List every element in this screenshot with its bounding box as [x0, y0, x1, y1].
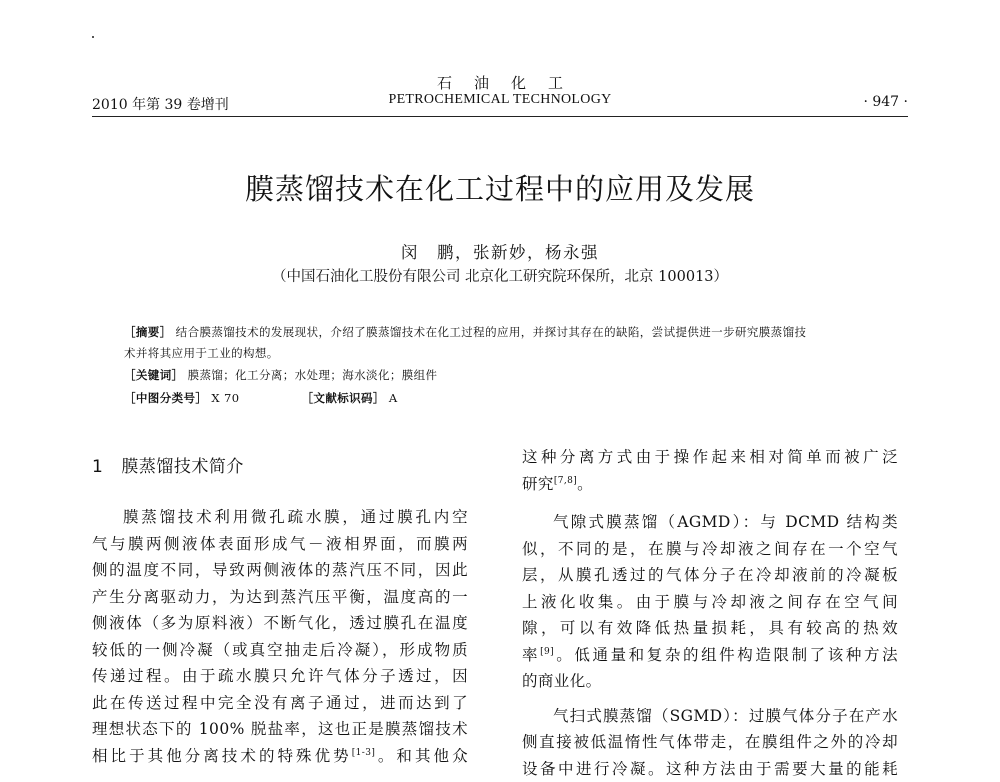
- clc-value: X 70: [211, 391, 239, 405]
- journal-name-en: PETROCHEMICAL TECHNOLOGY: [0, 92, 1000, 108]
- article-title: 膜蒸馏技术在化工过程中的应用及发展: [0, 167, 1000, 208]
- body-line: 侧直接被低温惰性气体带走，在膜组件之外的冷却: [522, 729, 898, 756]
- section-number: 1: [92, 457, 103, 477]
- body-line: 较低的一侧冷凝（或真空抽走后冷凝），形成物质: [92, 637, 468, 664]
- keywords-label: ［关键词］: [124, 368, 184, 382]
- abstract-line: [124, 345, 279, 361]
- paragraph-gap: [522, 497, 898, 509]
- body-text: 。和其他众: [375, 747, 468, 765]
- body-line: 隙，可以有效降低热量损耗，具有较高的热效: [522, 615, 898, 642]
- body-line: 侧液体（多为原料液）不断气化，透过膜孔在温度: [92, 610, 468, 637]
- body-line: 气与膜两侧液体表面形成气－液相界面，而膜两: [92, 531, 468, 558]
- body-line-with-citation: [92, 743, 468, 770]
- scan-speck: [92, 36, 94, 38]
- body-line: 上液化收集。由于膜与冷却液之间存在空气间: [522, 589, 898, 616]
- header-rule: [92, 116, 908, 117]
- left-column: [92, 452, 468, 769]
- section-heading: [92, 452, 468, 482]
- body-line: 层，从膜孔透过的气体分子在冷却液前的冷凝板: [522, 562, 898, 589]
- keywords-line: [124, 367, 437, 383]
- body-line-with-citation: [522, 471, 898, 498]
- right-column: [522, 444, 898, 782]
- clc-label: ［中图分类号］: [124, 391, 207, 405]
- body-text: 率: [522, 646, 540, 664]
- body-line: 气隙式膜蒸馏（AGMD）：与 DCMD 结构类: [522, 509, 898, 536]
- journal-name-cn: 石油化工: [0, 72, 1000, 93]
- author-affiliation: （中国石油化工股份有限公司 北京化工研究院环保所，北京 100013）: [0, 265, 1000, 286]
- citation: [7,8]: [554, 475, 577, 485]
- author-list: 闵 鹏，张新妙，杨永强: [0, 239, 1000, 263]
- body-line: 似，不同的是，在膜与冷却液之间存在一个空气: [522, 536, 898, 563]
- body-line: 设备中进行冷凝。这种方法由于需要大量的能耗: [522, 756, 898, 782]
- body-text: 研究: [522, 475, 554, 493]
- citation: [1-3]: [352, 747, 376, 757]
- body-line: 侧的温度不同，导致两侧液体的蒸汽压不同，因此: [92, 557, 468, 584]
- abstract-text: 结合膜蒸馏技术的发展现状，介绍了膜蒸馏技术在化工过程的应用，并探讨其存在的缺陷，尝试提供进一步研究膜蒸馏技: [176, 325, 807, 339]
- body-line: 理想状态下的 100% 脱盐率，这也正是膜蒸馏技术: [92, 716, 468, 743]
- body-line: 此在传送过程中完全没有离子通过，进而达到了: [92, 690, 468, 717]
- paragraph-gap: [522, 695, 898, 703]
- body-line-with-citation: [522, 642, 898, 669]
- body-text: 。: [577, 475, 593, 493]
- body-line: 的商业化。: [522, 668, 898, 695]
- citation: [9]: [540, 646, 554, 656]
- doc-code-label: ［文献标识码］: [302, 391, 385, 405]
- body-line: 这种分离方式由于操作起来相对简单而被广泛: [522, 444, 898, 471]
- body-text: 相比于其他分离技术的特殊优势: [92, 747, 352, 765]
- issue-info: 2010 年第 39 卷增刊: [92, 94, 229, 114]
- body-line: 气扫式膜蒸馏（SGMD）：过膜气体分子在产水: [522, 703, 898, 730]
- body-line: 传递过程。由于疏水膜只允许气体分子透过，因: [92, 663, 468, 690]
- keywords-text: 膜蒸馏；化工分离；水处理；海水淡化；膜组件: [188, 368, 438, 382]
- body-line: 膜蒸馏技术利用微孔疏水膜，通过膜孔内空: [92, 504, 468, 531]
- doc-code-value: A: [389, 391, 398, 405]
- body-line: 产生分离驱动力，为达到蒸汽压平衡，温度高的一: [92, 584, 468, 611]
- abstract-text: 术并将其应用于工业的构想。: [124, 346, 279, 360]
- abstract-label: ［摘要］: [124, 325, 172, 339]
- section-title: 膜蒸馏技术简介: [121, 457, 244, 477]
- classification-line: [124, 390, 398, 406]
- abstract-line: [124, 324, 806, 340]
- body-text: 。低通量和复杂的组件构造限制了该种方法: [554, 646, 898, 664]
- page-number: · 947 ·: [863, 94, 908, 110]
